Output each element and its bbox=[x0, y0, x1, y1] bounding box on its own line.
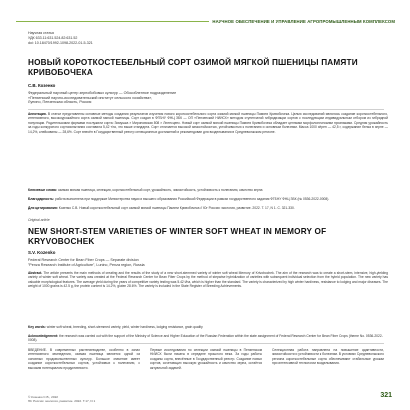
section-divider bbox=[28, 109, 384, 110]
affiliation-russian bbox=[28, 91, 368, 105]
title-english: NEW SHORT-STEM VARIETIES OF WINTER SOFT WHEAT IN MEMORY OF KRYVOBOCHEK bbox=[28, 227, 327, 246]
abstract-label: Аннотация. bbox=[28, 112, 47, 116]
affiliation-line: "Penza Research Institute of Agriculture", Lunino, Penza region, Russia bbox=[28, 262, 145, 267]
keywords-label: Ключевые слова: bbox=[28, 188, 57, 192]
page-number: 321 bbox=[380, 392, 392, 399]
acknowledgement-english bbox=[28, 334, 388, 343]
abstract-label: Abstract. bbox=[28, 271, 43, 275]
abstract-english bbox=[28, 271, 388, 324]
keywords-label: Key words: bbox=[28, 325, 46, 329]
body-column-3: Селекционная работа направлена на повышение адаптивности, зимостойкости и устойчивости к болезням. В условиях Средневолжского региона короткостебельные сорта обеспечивают стабильные урожаи при интенсивной технологии возделывания. bbox=[272, 348, 384, 366]
journal-citation: Юг России: экология, развитие. 2022. Т.17, N 1 bbox=[28, 398, 96, 403]
page-footer bbox=[28, 396, 95, 404]
affiliation-english bbox=[28, 258, 368, 267]
keywords-russian bbox=[28, 188, 388, 192]
body-column-1: ВВЕДЕНИЕ. В современных растениеводстве, особенно в зонах интенсивного земледелия, озимая пшеница является одной из основных продовольственных культур. Большое значение имеет создание короткостебельных сортов, устойчивых к полеганию, с высоким потенциалом продуктивности. bbox=[28, 348, 140, 370]
affiliation-line: Federal Research Center for Bean Fiber Crops — Separate division bbox=[28, 258, 139, 262]
affiliation-line: Федеральный научный центр зернобобовых культур — Обособленное подразделение bbox=[28, 91, 177, 95]
acknowledgement-text: работа выполнена при поддержке Министерства науки и высшего образования Российской Федерации в рамках государственного задания ФГБНУ ФНЦ ЗБК (№ 0536-2022-0008). bbox=[55, 197, 330, 201]
copyright-notice: © Козенко С.В., 2022 bbox=[28, 395, 59, 399]
section-divider bbox=[28, 343, 384, 344]
article-meta bbox=[28, 31, 93, 46]
abstract-russian bbox=[28, 112, 388, 186]
authors-russian: С.В. Козенко bbox=[28, 83, 56, 88]
affiliation-line: «Пензенский научно-исследовательский институт сельского хозяйства», bbox=[28, 95, 153, 100]
acknowledgement-label: Благодарность: bbox=[28, 197, 55, 201]
doi-link[interactable]: doi: 10.18470/1992-1098-2022-01-5-321 bbox=[28, 41, 93, 45]
keywords-english bbox=[28, 325, 388, 329]
authors-english: S.V. Kozenko bbox=[28, 250, 56, 255]
udc-code: УДК 633.11:631.524.82:631.52 bbox=[28, 36, 78, 40]
abstract-text: В статье представлены основные методы создания результатов изучения нового короткостебельного сорта озимой мягкой пшеницы Памяти Кривобочека. Целью исследований являлось создание короткостебельного, интенсивного, высокоурожайного сорта озимой мягкой пшеницы. Сорт создан в ФГБНУ ФНЦ ЗБК — ОП «Пензенский НИИСХ» методом ступенчатой гибридизации сортов с последующим индивидуальным отбором из гибридной популяции. Родительскими формами послужили сорта: Зимушка × Мироновская 808 × Лютесценс. Новый сорт озимой мягкой пшеницы Памяти Кривобочека обладает ценными морфологическими признаками. Средняя урожайность за годы конкурсного сортоиспытания составила 5,42 т/га, что выше стандарта. Сорт отличается высокой зимостойкостью, устойчивостью к полеганию и основным болезням. Масса 1000 зёрен — 42,5 г, содержание белка в зерне — 14,2%, клейковины — 28,6%. Сорт внесён в Государственный реестр селекционных достижений и рекомендован для возделывания в Средневолжском регионе. bbox=[28, 112, 388, 134]
keywords-text: озимая мягкая пшеница, селекция, короткостебельный сорт, урожайность, зимостойкость, устойчивость к полеганию, качество зерна bbox=[57, 188, 263, 192]
title-russian: НОВЫЙ КОРОТКОСТЕБЕЛЬНЫЙ СОРТ ОЗИМОЙ МЯГКОЙ ПШЕНИЦЫ ПАМЯТИ КРИВОБОЧЕКА bbox=[28, 58, 358, 77]
citation-label: Для цитирования: bbox=[28, 206, 58, 210]
acknowledgement-text: the research was carried out with the support of the Ministry of Science and Higher Education of the Russian Federation within the state assignment of Federal Research Center for Bean Fiber Crops (theme No. 0536-2022-0008). bbox=[28, 334, 383, 343]
running-header bbox=[0, 18, 410, 27]
body-column-2: Первые исследования по селекции озимой пшеницы в Пензенском НИИСХ были начаты в середине прошлого века. За годы работы созданы сорта, внесённые в Государственный реестр. Создание новых сортов, сочетающих высокую урожайность и качество зерна, остаётся актуальной задачей. bbox=[150, 348, 262, 370]
affiliation-line: Лунино, Пензенская область, Россия bbox=[28, 100, 92, 105]
citation-russian bbox=[28, 206, 388, 210]
running-header-text: НАУЧНОЕ ОБЕСПЕЧЕНИЕ И УПРАВЛЕНИЕ АГРОПРОМЫШЛЕННЫМ КОМПЛЕКСОМ bbox=[209, 18, 398, 26]
keywords-text: winter soft wheat, breeding, short-stemmed variety, yield, winter hardiness, lodging resistance, grain quality bbox=[46, 325, 203, 329]
article-type: Научная статья bbox=[28, 31, 54, 35]
citation-text: Козенко С.В. Новый короткостебельный сорт озимой мягкой пшеницы Памяти Кривобочека // Юг России: экология, развитие. 2022. Т. 17, N 1. С. 321-330. bbox=[58, 206, 295, 210]
abstract-text: The article presents the main methods of creating and the results of the study of a new short-stemmed variety of winter soft wheat Memory of Krivobochek. The aim of the research was to create a short-stem, intensive, high-yielding variety of winter soft wheat. The variety was created at the Federal Research Center for Bean Fiber Crops by the method of stepwise hybridization of varieties with subsequent individual selection from the hybrid population. The new variety has valuable morphological features. The average yield during the years of competitive variety testing was 5.42 t/ha, which is higher than the standard. The variety is characterized by high winter hardiness, resistance to lodging and major diseases. The weight of 1000 grains is 42.5 g, the protein content is 14.2%, gluten 28.6%. The variety is included in the State Register of Breeding Achievements. bbox=[28, 271, 388, 289]
original-article-label: Original article bbox=[28, 218, 50, 222]
acknowledgement-label: Acknowledgement: bbox=[28, 334, 59, 338]
acknowledgement-russian bbox=[28, 197, 388, 201]
